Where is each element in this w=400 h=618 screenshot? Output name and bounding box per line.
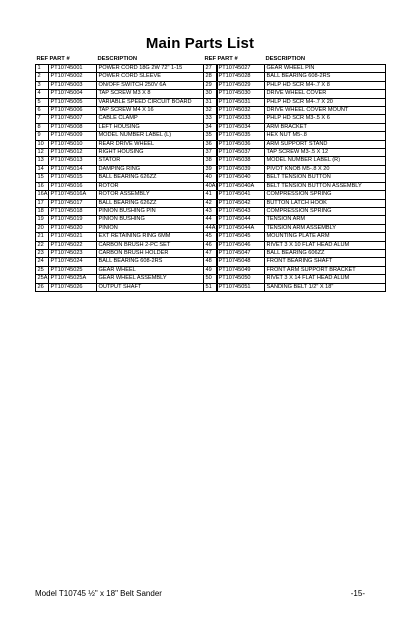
part-number-cell: PT10745051 [217, 283, 265, 291]
ref-cell: 25 [36, 266, 49, 274]
part-number-cell: PT10745013 [49, 157, 97, 165]
ref-column-header: REF [36, 55, 49, 62]
table-row [36, 140, 218, 148]
description-cell: TENSION ARM ASSEMBLY [265, 224, 386, 232]
table-row [36, 115, 218, 123]
part-number-cell: PT10745045 [217, 233, 265, 241]
ref-cell: 5 [36, 98, 49, 106]
table-row [204, 174, 386, 182]
part-number-cell: PT10745024 [49, 258, 97, 266]
table-row [36, 199, 218, 207]
ref-cell: 1 [36, 65, 49, 73]
table-row [36, 216, 218, 224]
part-number-cell: PT10745035 [217, 132, 265, 140]
description-cell: RIVET 3 X 10 FLAT HEAD ALUM [265, 241, 386, 249]
description-cell: TENSION ARM [265, 216, 386, 224]
part-number-cell: PT10745005 [49, 98, 97, 106]
table-row [36, 266, 218, 274]
ref-cell: 12 [36, 149, 49, 157]
description-cell: FRONT ARM SUPPORT BRACKET [265, 266, 386, 274]
part-number-cell: PT10745004 [49, 90, 97, 98]
description-cell: FRONT BEARING SHAFT [265, 258, 386, 266]
description-cell: PINION BUSHING [97, 216, 218, 224]
part-number-cell: PT10745020 [49, 224, 97, 232]
table-row [36, 174, 218, 182]
table-row [36, 149, 218, 157]
description-cell: DRIVE WHEEL COVER MOUNT [265, 107, 386, 115]
part-number-cell: PT10745031 [217, 98, 265, 106]
parts-table-left [35, 55, 218, 292]
part-number-cell: PT10745014 [49, 165, 97, 173]
part-number-cell: PT10745025 [49, 266, 97, 274]
description-cell: RIGHT HOUSING [97, 149, 218, 157]
table-row [36, 224, 218, 232]
description-cell: GEAR WHEEL [97, 266, 218, 274]
part-number-cell: PT10745038 [217, 157, 265, 165]
description-cell: BELT TENSION BUTTON ASSEMBLY [265, 182, 386, 190]
ref-cell: 36 [204, 140, 217, 148]
part-number-cell: PT10745029 [217, 81, 265, 89]
table-row [204, 90, 386, 98]
ref-cell: 6 [36, 107, 49, 115]
description-cell: OUTPUT SHAFT [97, 283, 218, 291]
part-number-cell: PT10745041 [217, 191, 265, 199]
table-row [36, 132, 218, 140]
ref-cell: 20 [36, 224, 49, 232]
table-row [204, 224, 386, 232]
part-number-cell: PT10745022 [49, 241, 97, 249]
ref-cell: 43 [204, 207, 217, 215]
part-number-cell: PT10745037 [217, 149, 265, 157]
description-cell: STATOR [97, 157, 218, 165]
description-cell: BALL BEARING 626ZZ [97, 174, 218, 182]
part-number-cell: PT10745040 [217, 174, 265, 182]
ref-cell: 21 [36, 233, 49, 241]
ref-cell: 9 [36, 132, 49, 140]
ref-cell: 47 [204, 249, 217, 257]
table-row [204, 165, 386, 173]
description-cell: CABLE CLAMP [97, 115, 218, 123]
table-row [36, 90, 218, 98]
description-cell: MODEL NUMBER LABEL (R) [265, 157, 386, 165]
ref-cell: 44A [205, 224, 216, 231]
description-cell: BUTTON LATCH HOOK [265, 199, 386, 207]
part-number-cell: PT10745040A [217, 182, 265, 190]
table-row [204, 249, 386, 257]
part-number-cell: PT10745015 [49, 174, 97, 182]
ref-cell: 16 [36, 182, 49, 190]
part-number-cell: PT10745007 [49, 115, 97, 123]
table-row [36, 123, 218, 131]
table-row [204, 107, 386, 115]
part-number-cell: PT10745002 [49, 73, 97, 81]
table-row [36, 73, 218, 81]
description-cell: BALL BEARING 606ZZ [265, 249, 386, 257]
ref-cell: 50 [204, 275, 217, 283]
table-row [204, 81, 386, 89]
table-row [204, 157, 386, 165]
table-row [36, 182, 218, 190]
ref-cell: 46 [204, 241, 217, 249]
ref-cell: 35 [204, 132, 217, 140]
part-number-cell: PT10745032 [217, 107, 265, 115]
table-row [204, 275, 386, 283]
ref-cell: 2 [36, 73, 49, 81]
table-row [36, 165, 218, 173]
description-column-header: DESCRIPTION [97, 55, 138, 62]
footer-page-number: -15- [350, 589, 365, 598]
description-cell: DRIVE WHEEL COVER [265, 90, 386, 98]
part-number-cell: PT10745027 [217, 65, 265, 73]
part-number-cell: PT10745046 [217, 241, 265, 249]
part-number-cell: PT10745016A [49, 191, 97, 199]
ref-cell: 7 [36, 115, 49, 123]
table-row [204, 207, 386, 215]
ref-column-header: REF [204, 55, 217, 62]
ref-cell: 33 [204, 115, 217, 123]
description-cell: CARBON BRUSH 2-PC SET [97, 241, 218, 249]
description-cell: CARBON BRUSH HOLDER [97, 249, 218, 257]
description-cell: TAP SCREW M4 X 16 [97, 107, 218, 115]
description-cell: ON/OFF SWITCH 250V 6A [97, 81, 218, 89]
description-cell: TAP SCREW M3 X 8 [97, 90, 218, 98]
ref-cell: 24 [36, 258, 49, 266]
ref-cell: 19 [36, 216, 49, 224]
part-number-cell: PT10745028 [217, 73, 265, 81]
ref-cell: 18 [36, 207, 49, 215]
description-cell: PHLP HD SCR M3-.5 X 6 [265, 115, 386, 123]
ref-cell: 8 [36, 123, 49, 131]
ref-cell: 45 [204, 233, 217, 241]
part-number-cell: PT10745033 [217, 115, 265, 123]
table-row [36, 275, 218, 283]
table-row [36, 258, 218, 266]
ref-cell: 14 [36, 165, 49, 173]
table-row [204, 132, 386, 140]
table-row [204, 199, 386, 207]
part-number-cell: PT10745036 [217, 140, 265, 148]
table-row [36, 98, 218, 106]
ref-cell: 16A [37, 191, 48, 198]
ref-cell: 25A [37, 275, 48, 282]
ref-cell: 44 [204, 216, 217, 224]
ref-cell: 26 [36, 283, 49, 291]
part-number-cell: PT10745017 [49, 199, 97, 207]
table-row [204, 241, 386, 249]
ref-cell: 30 [204, 90, 217, 98]
table-row [204, 73, 386, 81]
ref-cell: 29 [204, 81, 217, 89]
description-cell: PHLP HD SCR M4-.7 X 20 [265, 98, 386, 106]
part-number-cell: PT10745008 [49, 123, 97, 131]
parts-table-right-body [204, 65, 386, 292]
ref-cell: 42 [204, 199, 217, 207]
ref-cell: 51 [204, 283, 217, 291]
part-number-cell: PT10745030 [217, 90, 265, 98]
ref-cell: 27 [204, 65, 217, 73]
description-cell: COMPRESSION SPRING [265, 207, 386, 215]
description-cell: ROTOR ASSEMBLY [97, 191, 218, 199]
part-number-cell: PT10745042 [217, 199, 265, 207]
part-number-cell: PT10745019 [49, 216, 97, 224]
table-row [204, 283, 386, 291]
description-cell: BALL BEARING 608-2RS [97, 258, 218, 266]
table-row [36, 241, 218, 249]
ref-cell: 17 [36, 199, 49, 207]
part-number-cell: PT10745039 [217, 165, 265, 173]
ref-cell: 10 [36, 140, 49, 148]
description-cell: PINION BUSHING PIN [97, 207, 218, 215]
description-cell: POWER CORD 18G 2W 72" 1-15 [97, 65, 218, 73]
description-cell: BALL BEARING 608-2RS [265, 73, 386, 81]
part-number-cell: PT10745010 [49, 140, 97, 148]
part-number-cell: PT10745001 [49, 65, 97, 73]
description-column-header: DESCRIPTION [265, 55, 306, 62]
page-title: Main Parts List [145, 35, 255, 52]
description-cell: ARM SUPPORT STAND [265, 140, 386, 148]
table-row [204, 182, 386, 190]
table-row [204, 233, 386, 241]
part-number-cell: PT10745048 [217, 258, 265, 266]
table-header-row [36, 55, 218, 65]
part-number-cell: PT10745034 [217, 123, 265, 131]
part-number-cell: PT10745003 [49, 81, 97, 89]
part-column-header: PART # [49, 55, 70, 62]
ref-cell: 31 [204, 98, 217, 106]
description-cell: BELT TENSION BUTTON [265, 174, 386, 182]
ref-cell: 23 [36, 249, 49, 257]
description-cell: DAMPING RING [97, 165, 218, 173]
description-cell: HEX NUT M5-.8 [265, 132, 386, 140]
table-row [36, 157, 218, 165]
ref-cell: 49 [204, 266, 217, 274]
ref-cell: 4 [36, 90, 49, 98]
description-cell: POWER CORD SLEEVE [97, 73, 218, 81]
table-row [36, 283, 218, 291]
ref-cell: 41 [204, 191, 217, 199]
table-row [36, 207, 218, 215]
part-number-cell: PT10745021 [49, 233, 97, 241]
table-row [36, 81, 218, 89]
description-cell: REAR DRIVE WHEEL [97, 140, 218, 148]
table-row [204, 140, 386, 148]
part-number-cell: PT10745009 [49, 132, 97, 140]
part-number-cell: PT10745049 [217, 266, 265, 274]
part-number-cell: PT10745043 [217, 207, 265, 215]
part-number-cell: PT10745018 [49, 207, 97, 215]
table-row [36, 65, 218, 73]
table-row [36, 191, 218, 199]
description-cell: TAP SCREW M3-.5 X 12 [265, 149, 386, 157]
description-cell: RIVET 3 X 14 FLAT HEAD ALUM [265, 275, 386, 283]
part-number-cell: PT10745047 [217, 249, 265, 257]
table-row [204, 149, 386, 157]
description-cell: MODEL NUMBER LABEL (L) [97, 132, 218, 140]
table-row [204, 65, 386, 73]
description-cell: GEAR WHEEL ASSEMBLY [97, 275, 218, 283]
description-cell: PINION [97, 224, 218, 232]
ref-cell: 3 [36, 81, 49, 89]
description-cell: EXT RETAINING RING 6MM [97, 233, 218, 241]
parts-table-right [203, 55, 386, 292]
table-row [204, 266, 386, 274]
description-cell: VARIABLE SPEED CIRCUIT BOARD [97, 98, 218, 106]
part-number-cell: PT10745023 [49, 249, 97, 257]
part-number-cell: PT10745044 [217, 216, 265, 224]
ref-cell: 13 [36, 157, 49, 165]
table-row [36, 233, 218, 241]
ref-cell: 22 [36, 241, 49, 249]
description-cell: PIVOT KNOB M5-.8 X 20 [265, 165, 386, 173]
part-number-cell: PT10745050 [217, 275, 265, 283]
footer-model: Model T10745 ½" x 18" Belt Sander [35, 589, 162, 598]
table-row [204, 191, 386, 199]
description-cell: ARM BRACKET [265, 123, 386, 131]
description-cell: COMPRESSION SPRING [265, 191, 386, 199]
ref-cell: 39 [204, 165, 217, 173]
description-cell: LEFT HOUSING [97, 123, 218, 131]
description-cell: ROTOR [97, 182, 218, 190]
table-row [204, 258, 386, 266]
ref-cell: 48 [204, 258, 217, 266]
part-number-cell: PT10745012 [49, 149, 97, 157]
part-number-cell: PT10745006 [49, 107, 97, 115]
ref-cell: 40A [205, 182, 216, 189]
table-row [204, 123, 386, 131]
table-row [204, 216, 386, 224]
description-cell: GEAR WHEEL PIN [265, 65, 386, 73]
table-row [204, 98, 386, 106]
ref-cell: 38 [204, 157, 217, 165]
ref-cell: 32 [204, 107, 217, 115]
table-header-row [204, 55, 386, 65]
parts-table-left-body [36, 65, 218, 292]
ref-cell: 28 [204, 73, 217, 81]
table-row [36, 249, 218, 257]
description-cell: MOUNTING PLATE ARM [265, 233, 386, 241]
part-number-cell: PT10745026 [49, 283, 97, 291]
description-cell: PHLP HD SCR M4-.7 X 8 [265, 81, 386, 89]
description-cell: BALL BEARING 626ZZ [97, 199, 218, 207]
table-row [204, 115, 386, 123]
part-number-cell: PT10745016 [49, 182, 97, 190]
part-number-cell: PT10745044A [217, 224, 265, 232]
description-cell: SANDING BELT 1/2" X 18" [265, 283, 386, 291]
table-row [36, 107, 218, 115]
ref-cell: 40 [204, 174, 217, 182]
part-number-cell: PT10745025A [49, 275, 97, 283]
part-column-header: PART # [217, 55, 238, 62]
ref-cell: 15 [36, 174, 49, 182]
ref-cell: 37 [204, 149, 217, 157]
ref-cell: 34 [204, 123, 217, 131]
